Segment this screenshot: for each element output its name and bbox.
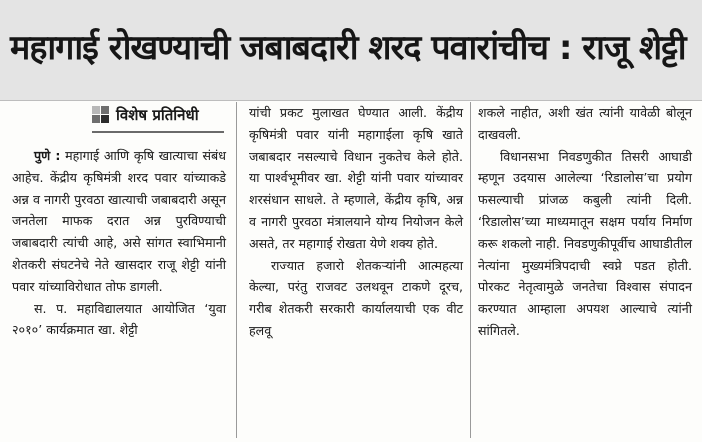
byline-square-icon (92, 106, 110, 124)
headline: महागाई रोखण्याची जबाबदारी शरद पवारांचीच : राजू शेट्टी (10, 28, 686, 68)
byline (92, 104, 199, 126)
article-paragraph: विधानसभा निवडणुकीत तिसरी आघाडी म्हणून उदयास आलेल्या ‘रिडालोस’चा प्रयोग फसल्याची प्रांजळ कबुली त्यांनी दिली. ‘रिडालोस’च्या माध्यमातून सक्षम पर्याय निर्माण करू शकलो नाही. निवडणुकीपूर्वीच आघाडीतील नेत्यांना मुख्यमंत्रिपदाची स्वप्ने पडत होती. पोरकट नेतृत्वामुळे जनतेचा विश्वास संपादन करण्यात आम्हाला अपयश आल्याचे त्यांनी सांगितले. (478, 148, 692, 338)
article-paragraph (12, 145, 226, 298)
dateline: पुणे : (34, 148, 61, 163)
article-column-3 (478, 102, 692, 342)
article-paragraph: शकले नाहीत, अशी खंत त्यांनी यावेळी बोलून दाखवली. (478, 105, 692, 142)
column-divider (236, 102, 237, 438)
article-column-2 (249, 102, 463, 342)
byline-text: विशेष प्रतिनिधी (116, 106, 199, 124)
headline-band (0, 0, 702, 101)
paragraph-text: महागाई आणि कृषि खात्याचा संबंध आहेच. केंद्रीय कृषिमंत्री शरद पवार यांच्याकडे अन्न व नागरी पुरवठा खात्याची जबाबदारी असून जनतेला माफक दरात अन्न पुरविण्याची जबाबदारी त्यांची आहे, असे सांगत स्वाभिमानी शेतकरी संघटनेचे नेते खासदार राजू शेट्टी यांनी पवार यांच्याविरोधात तोफ डागली. (12, 148, 226, 294)
article-paragraph: स. प. महाविद्यालयात आयोजित ‘युवा २०१०’ कार्यक्रमात खा. शेट्टी (12, 300, 226, 338)
article-column-1 (12, 145, 226, 341)
column-divider (470, 102, 471, 438)
byline-rule (92, 131, 224, 133)
article-paragraph: यांची प्रकट मुलाखत घेण्यात आली. केंद्रीय कृषिमंत्री पवार यांनी महागाईला कृषि खाते जबाबदार नसल्याचे विधान नुकतेच केले होते. या पार्श्वभूमीवर खा. शेट्टी यांनी पवार यांच्यावर शरसंधान साधले. ते म्हणाले, केंद्रीय कृषि, अन्न व नागरी पुरवठा मंत्रालयाने योग्य नियोजन केले असते, तर महागाई रोखता येणे शक्य होते. (249, 105, 463, 251)
article-paragraph: राज्यात हजारो शेतकऱ्यांनी आत्महत्या केल्या, परंतु राजवट उलथवून टाकणे दूरच, गरीब शेतकरी सरकारी कार्यालयाची एक वीट हलवू (249, 257, 463, 338)
